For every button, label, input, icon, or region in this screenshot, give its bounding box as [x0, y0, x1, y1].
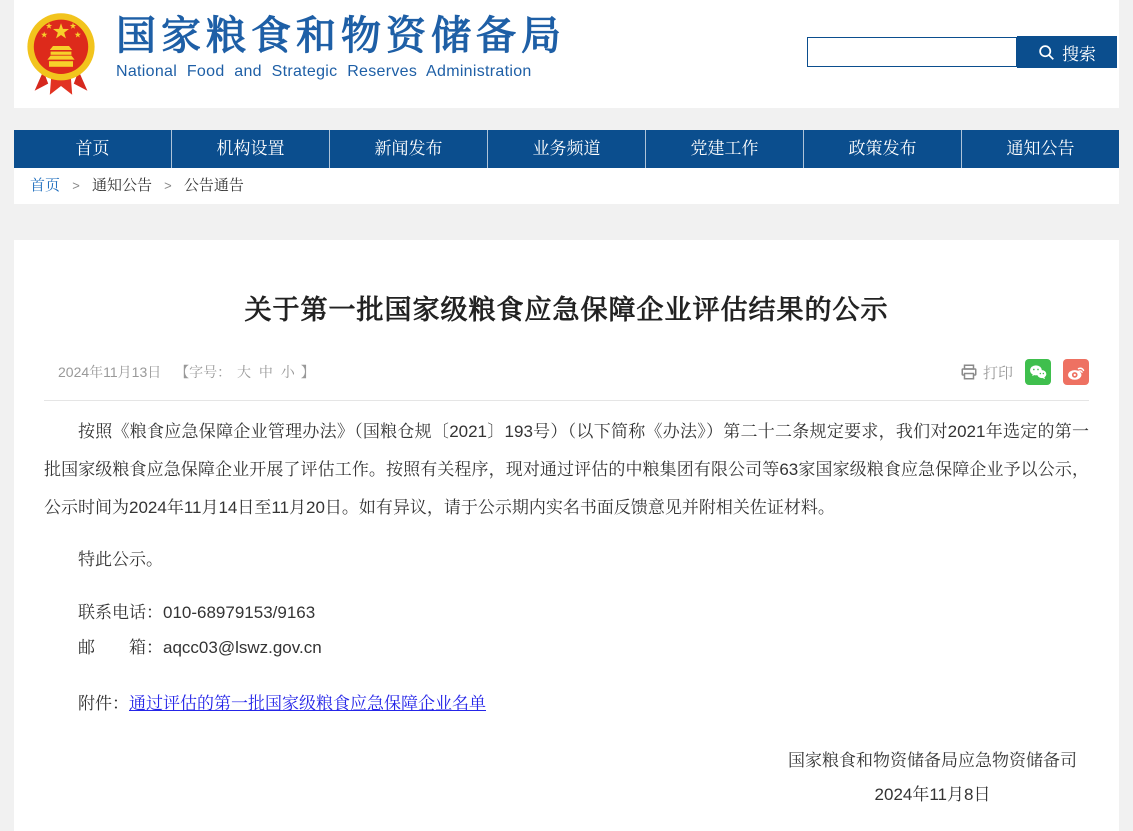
printer-icon	[960, 363, 978, 381]
header-nav-gap	[14, 108, 1119, 130]
attachment-link[interactable]: 通过评估的第一批国家级粮食应急保障企业名单	[129, 694, 486, 714]
contact-email-label: 邮 箱：	[78, 638, 163, 658]
breadcrumb-separator: >	[72, 178, 80, 193]
font-size-medium[interactable]: 中	[258, 364, 273, 381]
page-wrapper	[14, 0, 1119, 831]
search-button-label: 搜索	[1062, 44, 1096, 64]
search-icon	[1038, 44, 1055, 61]
attachment-label: 附件：	[78, 694, 129, 714]
weibo-share-button[interactable]	[1063, 359, 1089, 385]
article-title: 关于第一批国家级粮食应急保障企业评估结果的公示	[244, 295, 889, 326]
article-meta-row	[44, 359, 1089, 385]
article-card	[14, 240, 1119, 831]
search-area	[807, 36, 1117, 68]
nav-item-notice[interactable]: 通知公告	[961, 130, 1119, 168]
site-title-block	[116, 10, 566, 81]
wechat-icon	[1028, 362, 1048, 382]
article-paragraph-note: 特此公示。	[78, 550, 163, 570]
nav-item-news[interactable]: 新闻发布	[329, 130, 487, 168]
nav-item-home[interactable]: 首页	[75, 139, 110, 158]
title-divider	[44, 400, 1089, 401]
print-label: 打印	[982, 364, 1013, 382]
site-name-english: National Food and Strategic Reserves Administration	[116, 63, 532, 80]
article-paragraph-main: 按照《粮食应急保障企业管理办法》（国粮仓规〔2021〕193号）（以下简称《办法》）第二十二条规定要求，我们对2021年选定的第一批国家级粮食应急保障企业开展了评估工作。按照有关程序，现对通过评估的中粮集团有限公司等63家国家级粮食应急保障企业予以公示，公示时间为2024年11月14日至11月20日。如有异议，请于公示期内实名书面反馈意见并附相关佐证材料。	[44, 422, 1089, 518]
search-button[interactable]	[1017, 36, 1117, 68]
search-input[interactable]	[807, 37, 1017, 67]
main-navigation	[14, 130, 1119, 168]
signature-block	[44, 745, 1089, 811]
contact-phone-line	[44, 597, 1089, 628]
nav-item-business[interactable]: 业务频道	[487, 130, 645, 168]
breadcrumb-card-gap	[14, 204, 1119, 222]
font-size-label-close: 】	[300, 364, 315, 381]
nav-item-party[interactable]: 党建工作	[645, 130, 803, 168]
nav-item-org[interactable]: 机构设置	[171, 130, 329, 168]
breadcrumb-separator: >	[164, 178, 172, 193]
weibo-icon	[1066, 362, 1086, 382]
contact-email-line	[44, 632, 1089, 663]
font-size-label: 【字号：	[175, 364, 232, 381]
signature-organization: 国家粮食和物资储备局应急物资储备司	[788, 751, 1077, 771]
site-header	[14, 0, 1119, 108]
breadcrumb-notices[interactable]: 通知公告	[91, 177, 152, 194]
breadcrumb-current[interactable]: 公告通告	[183, 177, 244, 194]
article-meta-left	[44, 362, 315, 382]
font-size-small[interactable]: 小	[280, 364, 295, 381]
national-emblem-icon	[20, 10, 102, 98]
site-name-chinese: 国家粮食和物资储备局	[116, 14, 566, 58]
font-size-large[interactable]: 大	[237, 364, 252, 381]
breadcrumb-home[interactable]: 首页	[30, 177, 61, 194]
wechat-share-button[interactable]	[1025, 359, 1051, 385]
signature-date: 2024年11月8日	[874, 785, 991, 805]
attachment-line	[44, 689, 1089, 719]
article-meta-right	[960, 359, 1089, 385]
nav-item-policy[interactable]: 政策发布	[803, 130, 961, 168]
contact-email-value: aqcc03@lswz.gov.cn	[163, 638, 322, 658]
article-body	[44, 413, 1089, 811]
breadcrumb	[14, 168, 1119, 204]
contact-phone-label: 联系电话：	[78, 603, 163, 623]
print-button[interactable]	[960, 362, 1013, 383]
publish-date: 2024年11月13日	[58, 364, 162, 381]
contact-phone-value: 010-68979153/9163	[163, 603, 316, 623]
